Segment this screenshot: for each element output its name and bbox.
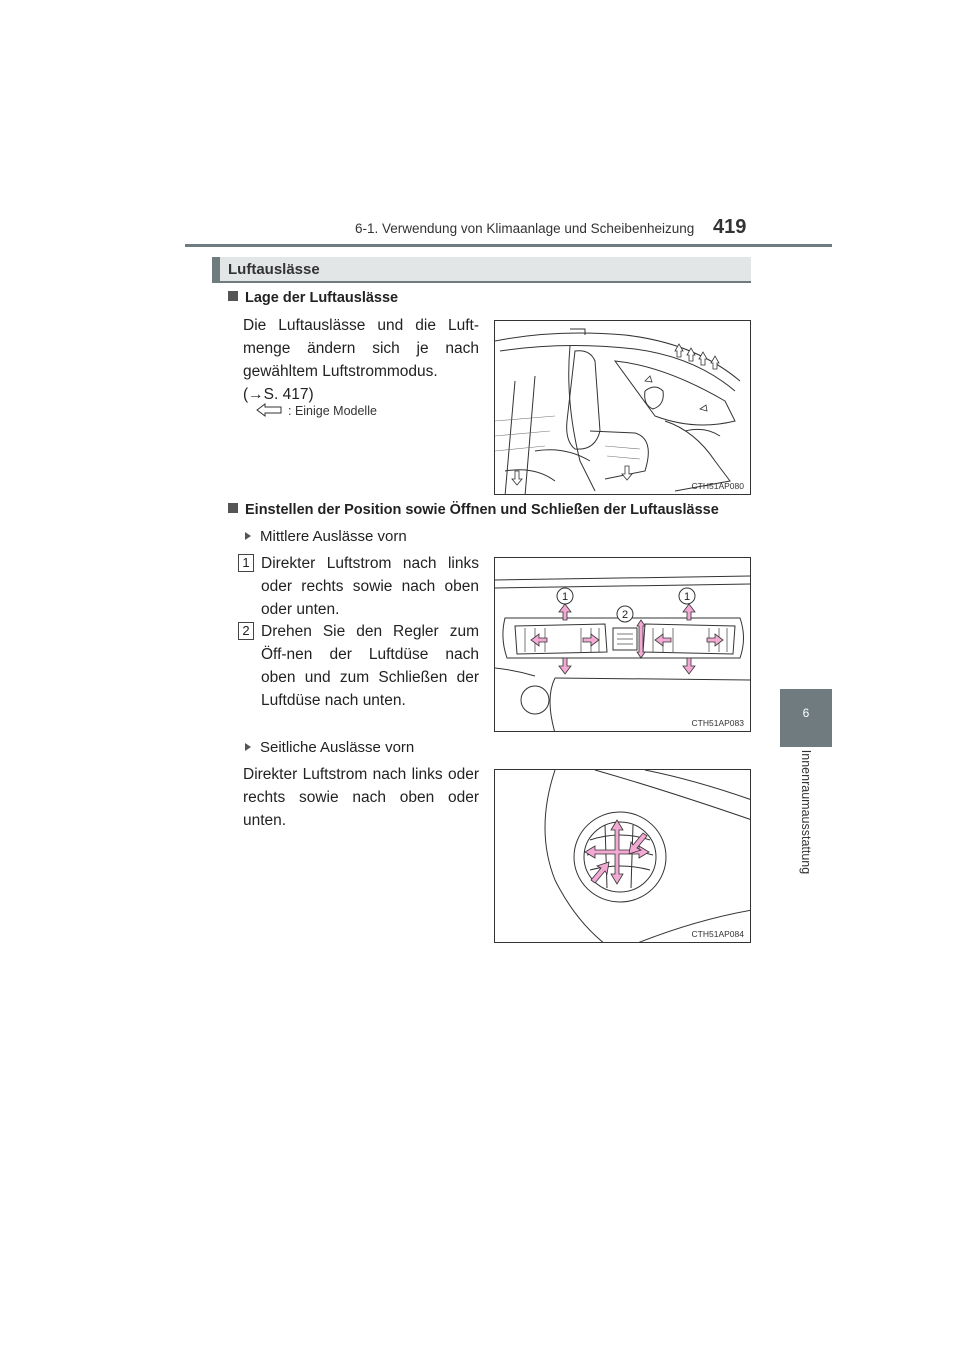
- figure-code: CTH51AP083: [691, 718, 744, 728]
- page-number: 419: [713, 216, 747, 238]
- chapter-header-title: 6-1. Verwendung von Klimaanlage und Scheibenheizung: [355, 221, 695, 236]
- page-reference[interactable]: (→S. 417): [243, 386, 314, 403]
- outlined-arrow-left-icon: [256, 403, 282, 420]
- outlet-location-paragraph: Die Luftauslässe und die Luft-menge ändern sich je nach gewähltem Luftstrommodus.: [243, 317, 479, 380]
- callout-1-right: 1: [683, 591, 691, 603]
- subheading-text: Einstellen der Position sowie Öffnen und Schließen der Luftauslässe: [245, 502, 719, 518]
- figure-car-interior: [494, 320, 751, 495]
- header-divider: [185, 244, 832, 247]
- triangle-bullet-icon: [245, 743, 251, 751]
- subheading-outlet-location: [228, 290, 398, 306]
- subheading-adjust-outlets: [228, 502, 719, 518]
- figure-code: CTH51AP080: [691, 481, 744, 491]
- item-1-text: Direkter Luftstrom nach links oder rechts sowie nach oben oder unten.: [261, 555, 479, 618]
- bullet-text: Mittlere Auslässe vorn: [260, 528, 407, 545]
- bullet-center-outlets: [245, 528, 407, 545]
- chapter-tab-label: Innenraumausstattung: [799, 749, 813, 875]
- figure-side-vent: [494, 769, 751, 943]
- section-heading-bar: [212, 257, 751, 283]
- legend: [256, 403, 377, 420]
- callout-2: 2: [621, 609, 629, 621]
- center-vents-illustration: [495, 558, 751, 732]
- triangle-bullet-icon: [245, 532, 251, 540]
- section-title: Luftauslässe: [228, 261, 320, 278]
- figure-center-vents: [494, 557, 751, 732]
- side-vent-illustration: [495, 770, 751, 943]
- bullet-side-outlets: [245, 739, 414, 756]
- bullet-text: Seitliche Auslässe vorn: [260, 739, 415, 756]
- car-interior-illustration: [495, 321, 751, 495]
- square-bullet-icon: [228, 291, 238, 301]
- figure-code: CTH51AP084: [691, 929, 744, 939]
- legend-text: : Einige Modelle: [288, 403, 377, 418]
- number-box-1: 1: [238, 554, 254, 572]
- square-bullet-icon: [228, 503, 238, 513]
- chapter-tab[interactable]: 6: [780, 689, 832, 747]
- side-outlets-paragraph: Direkter Luftstrom nach links oder rechts sowie nach oben oder unten.: [243, 766, 479, 829]
- callout-1-left: 1: [561, 591, 569, 603]
- item-2-text: Drehen Sie den Regler zum Öff-nen der Luftdüse nach oben und zum Schließen der Luftdüse nach unten.: [261, 623, 479, 709]
- number-box-2: 2: [238, 622, 254, 640]
- subheading-text: Lage der Luftauslässe: [245, 290, 399, 306]
